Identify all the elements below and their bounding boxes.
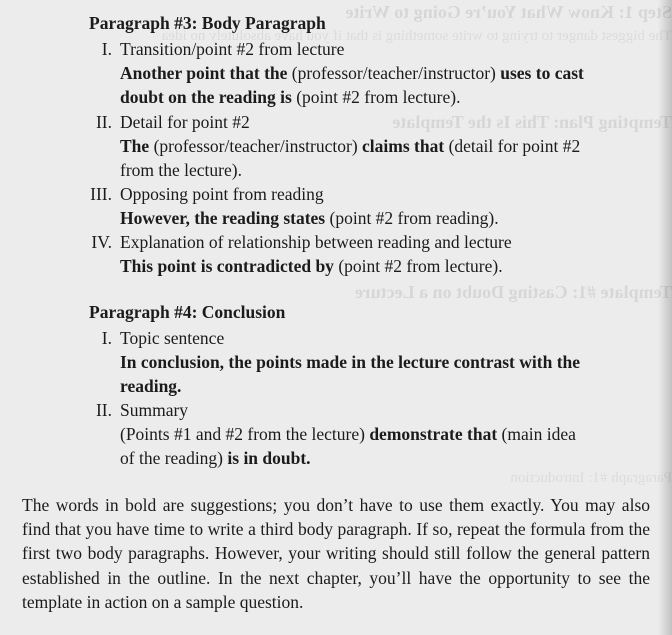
item-number: II. <box>95 400 112 420</box>
plain-text: from the lecture). <box>120 160 242 180</box>
item-line <box>120 134 642 158</box>
plain-text: (professor/teacher/instructor) <box>291 63 501 83</box>
plain-text: (point #2 from reading). <box>329 208 499 228</box>
bold-text: doubt on the reading is <box>120 87 297 107</box>
plain-text: (professor/teacher/instructor) <box>153 136 363 156</box>
item-number: II. <box>95 112 112 132</box>
plain-text: (point #2 from lecture). <box>296 87 461 107</box>
plain-text: (point #2 from lecture). <box>338 256 503 276</box>
show-through-line: Step 1: Know What You’re Going to Write <box>345 2 672 22</box>
item-line <box>120 85 642 109</box>
item-line <box>120 446 642 470</box>
bold-text: This point is contradicted by <box>120 256 339 276</box>
paragraph-4-heading: Paragraph #4: Conclusion <box>89 302 286 322</box>
item-title: Explanation of relationship between reading and lecture <box>120 232 512 252</box>
item-title: Topic sentence <box>120 328 225 348</box>
bold-text: is in doubt. <box>227 448 311 468</box>
bold-text: demonstrate that <box>369 424 502 444</box>
outline-item <box>82 110 642 182</box>
bold-text: In conclusion, the points made in the lecture contrast with the <box>120 352 581 372</box>
item-line <box>120 206 642 230</box>
bold-text: claims that <box>362 136 449 156</box>
item-title: Opposing point from reading <box>120 184 324 204</box>
item-title: Detail for point #2 <box>120 112 250 132</box>
item-line <box>120 350 642 374</box>
item-number: III. <box>90 184 112 204</box>
plain-text: of the reading) <box>120 448 228 468</box>
show-through-line: Template #1: Casting Doubt on a Lecture <box>354 282 672 302</box>
bold-text: However, the reading states <box>120 208 330 228</box>
plain-text: (detail for point #2 <box>448 136 581 156</box>
outline-item <box>82 326 642 398</box>
show-through-line: The biggest danger to trying to write something is that if you have absolutely no idea <box>161 28 672 44</box>
bold-text: reading. <box>120 376 182 396</box>
closing-paragraph: The words in bold are suggestions; you don’t have to use them exactly. You may also find that you have time to write a third body paragraph. If so, repeat the formula from the first two body paragraphs. However, your writing should still follow the general pattern established in the outline. In the next chapter, you’ll have the opportunity to see the template in action on a sample question. <box>22 495 650 612</box>
outline-item <box>82 230 642 278</box>
bold-text: uses to cast <box>500 63 584 83</box>
item-number: I. <box>101 39 112 59</box>
outline-item <box>82 37 642 109</box>
page-edge-shadow <box>658 0 672 635</box>
outline-item <box>82 182 642 230</box>
item-title: Summary <box>120 400 189 420</box>
item-number: I. <box>101 328 112 348</box>
item-line <box>120 254 642 278</box>
bold-text: The <box>120 136 154 156</box>
item-line <box>120 61 642 85</box>
item-number: IV. <box>91 232 112 252</box>
show-through-line: Paragraph #1: Introduction <box>510 470 672 486</box>
item-line <box>120 158 642 182</box>
show-through-line: Tempting Plan: This Is the Template <box>392 112 672 132</box>
item-title: Transition/point #2 from lecture <box>120 39 345 59</box>
bold-text: Another point that the <box>120 63 292 83</box>
item-line <box>120 374 642 398</box>
item-line <box>120 422 642 446</box>
outline-item <box>82 398 642 470</box>
plain-text: (main idea <box>501 424 576 444</box>
paragraph-3-heading: Paragraph #3: Body Paragraph <box>89 13 326 33</box>
plain-text: (Points #1 and #2 from the lecture) <box>120 424 370 444</box>
